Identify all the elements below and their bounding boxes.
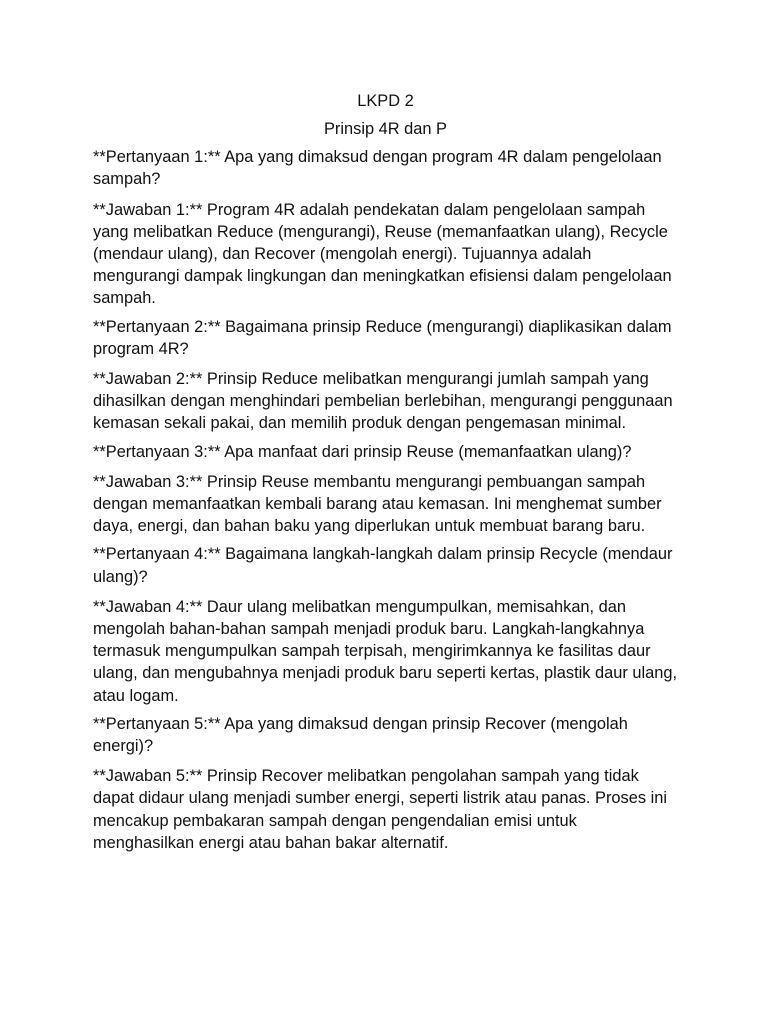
document-content [93,90,678,854]
question-2: **Pertanyaan 2:** Bagaimana prinsip Reduce (mengurangi) diaplikasikan dalam program 4R? [93,317,672,358]
question-1: **Pertanyaan 1:** Apa yang dimaksud dengan program 4R dalam pengelolaan sampah? [93,148,662,189]
question-5: **Pertanyaan 5:** Apa yang dimaksud dengan prinsip Recover (mengolah energi)? [93,714,628,756]
answer-5: **Jawaban 5:** Prinsip Recover melibatkan pengolahan sampah yang tidak dapat didaur ulang menjadi sumber energi, seperti listrik atau panas. Proses ini mencakup pembakaran sampah dengan pengendalian emisi untuk menghasilkan energi atau bahan bakar alternatif. [93,767,667,852]
document-subtitle: Prinsip 4R dan P [324,120,447,138]
answer-1: **Jawaban 1:** Program 4R adalah pendekatan dalam pengelolaan sampah yang melibatkan Reduce (mengurangi), Reuse (memanfaatkan ulang), Recycle (mendaur ulang), dan Recover (mengolah energi). Tujuannya adalah mengurangi dampak lingkungan dan meningkatkan efisiensi dalam pengelolaan sampah. [93,200,672,308]
document-title: LKPD 2 [357,92,414,110]
question-4: **Pertanyaan 4:** Bagaimana langkah-langkah dalam prinsip Recycle (mendaur ulang)? [93,545,673,586]
answer-4: **Jawaban 4:** Daur ulang melibatkan mengumpulkan, memisahkan, dan mengolah bahan-bahan sampah menjadi produk baru. Langkah-langkahnya termasuk mengumpulkan sampah terpisah, mengirimkannya ke fasilitas daur ulang, dan mengubahnya menjadi produk baru seperti kertas, plastik daur ulang, atau logam. [93,597,678,705]
answer-3: **Jawaban 3:** Prinsip Reuse membantu mengurangi pembuangan sampah dengan memanfaatkan kembali barang atau kemasan. Ini menghemat sumber daya, energi, dan bahan baku yang diperlukan untuk membuat barang baru. [93,472,662,536]
answer-2: **Jawaban 2:** Prinsip Reduce melibatkan mengurangi jumlah sampah yang dihasilkan dengan menghindari pembelian berlebihan, mengurangi penggunaan kemasan sekali pakai, dan memilih produk dengan pengemasan minimal. [93,370,673,433]
question-3: **Pertanyaan 3:** Apa manfaat dari prinsip Reuse (memanfaatkan ulang)? [93,442,632,461]
